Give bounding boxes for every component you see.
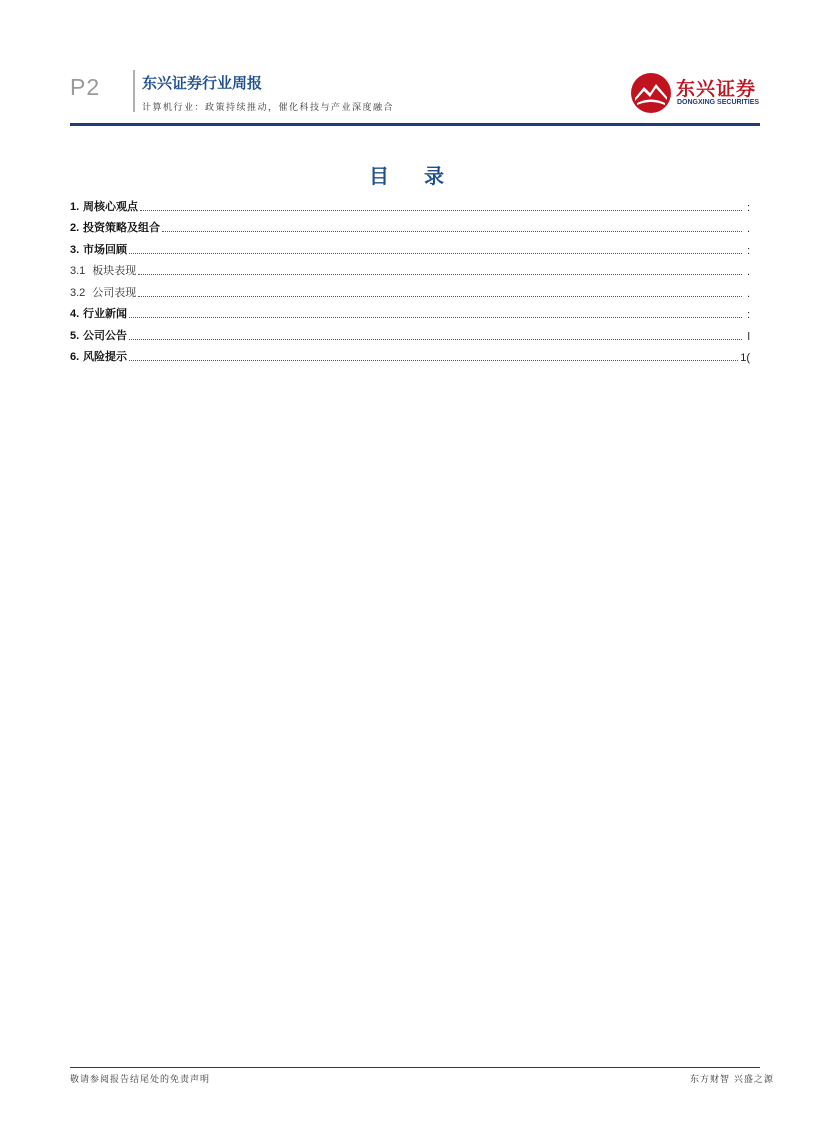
header-divider bbox=[133, 70, 135, 112]
toc-entry-number: 3.1 bbox=[70, 265, 86, 277]
table-of-contents bbox=[70, 192, 750, 364]
toc-leader-dots bbox=[138, 265, 742, 275]
toc-entry-label: 公司表现 bbox=[92, 285, 137, 299]
toc-entry-1[interactable] bbox=[70, 192, 750, 214]
dongxing-emblem-icon bbox=[630, 72, 672, 114]
toc-entry-4[interactable] bbox=[70, 300, 750, 322]
toc-entry-number: 5. bbox=[70, 329, 80, 342]
toc-leader-dots bbox=[138, 287, 742, 297]
toc-entry-number: 2. bbox=[70, 222, 80, 234]
toc-entry-2[interactable] bbox=[70, 214, 750, 236]
toc-entry-number: 1. bbox=[70, 200, 80, 213]
logo-text-cn: 东兴证券 bbox=[676, 78, 757, 100]
toc-entry-page: . bbox=[746, 223, 750, 235]
report-title: 东兴证券行业周报 bbox=[142, 74, 263, 92]
toc-entry-label: 周核心观点 bbox=[83, 199, 139, 213]
toc-entry-3-2[interactable] bbox=[70, 278, 750, 300]
toc-entry-page: . bbox=[746, 266, 750, 278]
toc-title: 目 录 bbox=[369, 164, 458, 188]
toc-entry-label: 投资策略及组合 bbox=[83, 221, 161, 234]
footer-rule bbox=[70, 1067, 760, 1068]
toc-entry-6[interactable] bbox=[70, 343, 750, 365]
toc-entry-number: 3. bbox=[70, 243, 80, 256]
report-subtitle: 计算机行业：政策持续推动，催化科技与产业深度融合 bbox=[142, 103, 395, 113]
toc-entry-page: : bbox=[746, 201, 750, 214]
toc-entry-label: 行业新闻 bbox=[83, 307, 128, 320]
toc-entry-page: l bbox=[747, 330, 750, 343]
toc-entry-label: 市场回顾 bbox=[83, 242, 128, 256]
footer-disclaimer: 敬请参阅报告结尾处的免责声明 bbox=[70, 1075, 211, 1085]
toc-entry-label: 板块表现 bbox=[92, 264, 137, 277]
toc-leader-dots bbox=[129, 351, 738, 361]
toc-entry-label: 风险提示 bbox=[83, 350, 128, 363]
logo-text-en: DONGXING SECURITIES bbox=[677, 99, 760, 106]
toc-entry-number: 3.2 bbox=[70, 286, 86, 299]
toc-entry-page: : bbox=[746, 309, 750, 321]
toc-entry-label: 公司公告 bbox=[83, 328, 128, 342]
toc-entry-page: 1( bbox=[740, 352, 750, 364]
toc-leader-dots bbox=[129, 308, 742, 318]
toc-leader-dots bbox=[129, 244, 742, 254]
company-logo bbox=[630, 72, 760, 116]
toc-entry-3[interactable] bbox=[70, 235, 750, 257]
toc-leader-dots bbox=[129, 330, 742, 340]
footer-slogan: 东方财智 兴盛之源 bbox=[690, 1075, 774, 1085]
header-rule bbox=[70, 123, 760, 126]
toc-entry-page: : bbox=[746, 244, 750, 257]
toc-entry-number: 4. bbox=[70, 308, 80, 320]
page-number: P2 bbox=[70, 74, 101, 100]
toc-leader-dots bbox=[162, 222, 742, 232]
toc-entry-3-1[interactable] bbox=[70, 257, 750, 279]
toc-entry-5[interactable] bbox=[70, 321, 750, 343]
toc-entry-page: . bbox=[746, 287, 750, 300]
toc-leader-dots bbox=[140, 201, 742, 211]
toc-entry-number: 6. bbox=[70, 351, 80, 363]
